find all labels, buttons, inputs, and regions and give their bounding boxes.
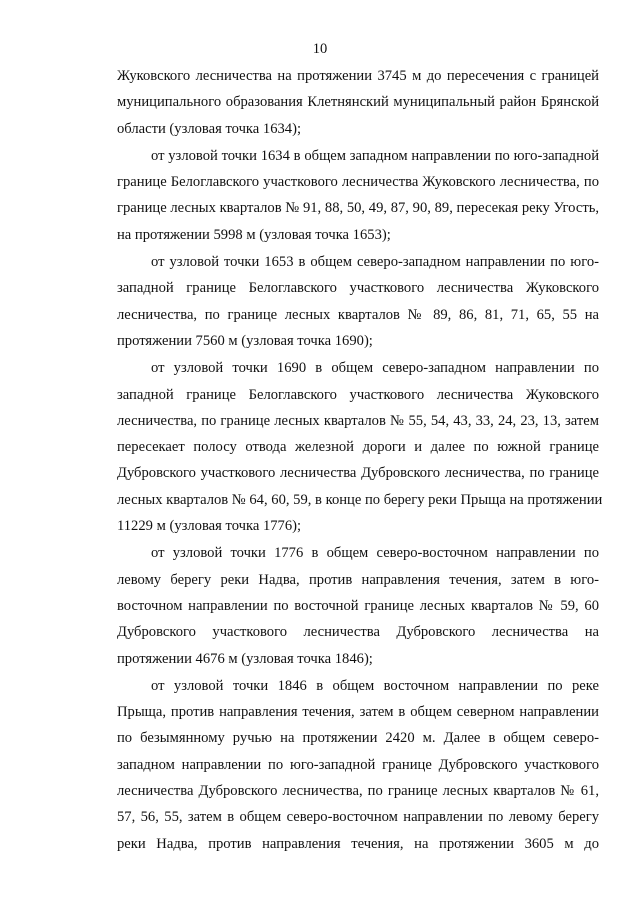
- text-line: западной границе Белоглавского участкового лесничества Жуковского: [117, 280, 599, 297]
- text-line: от узловой точки 1776 в общем северо-восточном направлении по: [151, 545, 599, 562]
- text-line: от узловой точки 1634 в общем западном направлении по юго-западной: [151, 147, 599, 164]
- text-line: лесничества Дубровского лесничества, по границе лесных кварталов № 61,: [117, 783, 599, 800]
- text-line: лесничества, по границе лесных кварталов № 55, 54, 43, 33, 24, 23, 13, затем: [117, 412, 599, 429]
- text-line: восточном направлении по восточной границе лесных кварталов № 59, 60: [117, 597, 599, 614]
- page-number: 10: [312, 41, 328, 57]
- paragraph: [117, 143, 599, 248]
- text-line: от узловой точки 1846 в общем восточном направлении по реке: [151, 677, 599, 694]
- text-line: пересекает полосу отвода железной дороги и далее по южной границе: [117, 439, 599, 456]
- text-line: Жуковского лесничества на протяжении 3745 м до пересечения с границей: [117, 68, 599, 84]
- text-line: от узловой точки 1653 в общем северо-западном направлении по юго-: [151, 254, 599, 271]
- text-line: муниципального образования Клетнянский муниципальный район Брянской: [117, 94, 599, 111]
- paragraph: [117, 249, 599, 354]
- text-line: левому берегу реки Надва, против направления течения, затем в юго-: [117, 571, 599, 588]
- text-line: западной границе Белоглавского участкового лесничества Жуковского: [117, 386, 599, 403]
- text-line: от узловой точки 1690 в общем северо-западном направлении по: [151, 360, 599, 377]
- paragraph: [117, 63, 599, 142]
- text-line: Прыща, против направления течения, затем в общем северном направлении: [117, 704, 599, 721]
- paragraph: [117, 540, 599, 671]
- text-line: Дубровского участкового лесничества Дубровского лесничества на: [117, 624, 599, 641]
- text-line: лесничества, по границе лесных кварталов № 89, 86, 81, 71, 65, 55 на: [117, 306, 599, 323]
- text-line: границе лесных кварталов № 91, 88, 50, 49, 87, 90, 89, пересекая реку Угость,: [117, 200, 599, 217]
- text-line: реки Надва, против направления течения, на протяжении 3605 м до: [117, 835, 599, 852]
- text-line: области (узловая точка 1634);: [117, 120, 302, 137]
- text-line: границе Белоглавского участкового лесничества Жуковского лесничества, по: [117, 174, 599, 191]
- document-body: [117, 63, 603, 857]
- text-line: протяжении 7560 м (узловая точка 1690);: [117, 332, 373, 349]
- text-line: протяжении 4676 м (узловая точка 1846);: [117, 650, 373, 667]
- paragraph: [117, 673, 599, 857]
- text-line: 11229 м (узловая точка 1776);: [117, 518, 302, 535]
- text-line: 57, 56, 55, затем в общем северо-восточном направлении по левому берегу: [117, 809, 599, 826]
- text-line: по безымянному ручью на протяжении 2420 м. Далее в общем северо-: [117, 730, 599, 747]
- text-line: лесных кварталов № 64, 60, 59, в конце по берегу реки Прыща на протяжении: [117, 491, 603, 508]
- text-line: Дубровского участкового лесничества Дубровского лесничества, по границе: [117, 465, 599, 482]
- text-line: на протяжении 5998 м (узловая точка 1653);: [117, 226, 391, 243]
- text-line: западном направлении по юго-западной границе Дубровского участкового: [117, 756, 599, 773]
- paragraph: [117, 355, 603, 539]
